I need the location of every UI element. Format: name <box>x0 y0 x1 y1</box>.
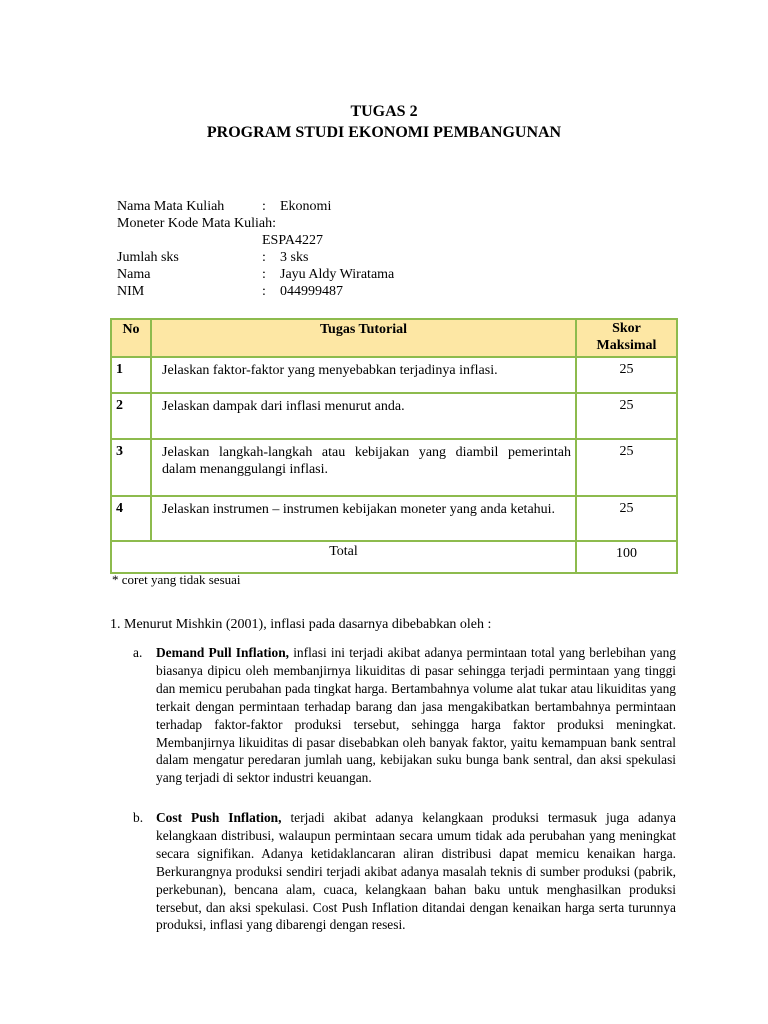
list-item-text <box>156 809 676 934</box>
list-item-text <box>156 644 676 787</box>
course-code-value: ESPA4227 <box>262 233 323 248</box>
course-code-label: Moneter Kode Mata Kuliah: <box>117 216 277 231</box>
nim-value: 044999487 <box>280 284 343 299</box>
nim-label: NIM <box>117 284 145 299</box>
table-row <box>111 393 677 439</box>
total-label: Total <box>111 541 576 573</box>
table-row <box>111 496 677 541</box>
term: Cost Push Inflation, <box>156 810 282 825</box>
student-name-value: Jayu Aldy Wiratama <box>280 267 395 282</box>
row-number: 4 <box>111 496 151 541</box>
row-score: 25 <box>576 496 677 541</box>
total-value: 100 <box>576 541 677 573</box>
row-task: Jelaskan dampak dari inflasi menurut anda. <box>151 393 576 439</box>
term: Demand Pull Inflation, <box>156 645 290 660</box>
table-row <box>111 439 677 496</box>
colon: : <box>262 250 266 265</box>
table-total-row <box>111 541 677 573</box>
answer-intro: 1. Menurut Mishkin (2001), inflasi pada dasarnya dibebabkan oleh : <box>110 617 492 632</box>
document-subtitle: PROGRAM STUDI EKONOMI PEMBANGUNAN <box>206 124 562 141</box>
description: terjadi akibat adanya kelangkaan produksi termasuk juga adanya kelangkaan distribusi, walaupun permintaan secara umum tidak ada perubahan yang meningkat secara signifikan. Adanya ketidaklancaran aliran distribusi dapat memicu kenaikan harga. Berkurangnya produksi sendiri terjadi akibat adanya masalah teknis di sumber produksi (pabrik, perkebunan), bencana alam, cuaca, kelangkaan bahan baku untuk menghasilkan produksi tersebut, dan aksi spekulasi. Cost Push Inflation ditandai dengan kenaikan harga serta turunnya produksi, inflasi yang dibarengi dengan resesi. <box>156 810 676 933</box>
course-name-value: Ekonomi <box>280 199 332 214</box>
header-no: No <box>111 319 151 357</box>
table-header-row <box>111 319 677 357</box>
description: inflasi ini terjadi akibat adanya permintaan total yang berlebihan yang biasanya dipicu oleh membanjirnya likuiditas di pasar sehingga terjadi permintaan yang tinggi dan memicu perubahan pada tingkat harga. Bertambahnya volume alat tukar atau likuiditas yang terkait dengan permintaan terhadap barang dan jasa mengakibatkan bertambahnya permintaan terhadap faktor-faktor produksi tersebut, sehingga harga faktor produksi meningkat. Membanjirnya likuiditas di pasar disebabkan oleh banyak faktor, yaitu kemampuan bank sentral dalam mengatur peredaran jumlah uang, kebijakan suku bunga bank sentral, dan aksi spekulasi yang terjadi di sektor industri keuangan. <box>156 645 676 786</box>
colon: : <box>262 199 266 214</box>
task-table <box>110 318 678 574</box>
list-marker: a. <box>133 645 143 660</box>
colon: : <box>262 284 266 299</box>
header-task: Tugas Tutorial <box>151 319 576 357</box>
table-row <box>111 357 677 393</box>
row-score: 25 <box>576 439 677 496</box>
footnote: * coret yang tidak sesuai <box>112 572 241 587</box>
row-task: Jelaskan faktor-faktor yang menyebabkan terjadinya inflasi. <box>151 357 576 393</box>
document-title: TUGAS 2 <box>350 103 418 120</box>
row-number: 2 <box>111 393 151 439</box>
row-score: 25 <box>576 357 677 393</box>
row-number: 1 <box>111 357 151 393</box>
row-number: 3 <box>111 439 151 496</box>
row-task: Jelaskan instrumen – instrumen kebijakan moneter yang anda ketahui. <box>151 496 576 541</box>
header-score: Skor Maksimal <box>576 319 677 357</box>
row-score: 25 <box>576 393 677 439</box>
course-name-label: Nama Mata Kuliah <box>117 199 225 214</box>
list-marker: b. <box>133 810 144 825</box>
sks-value: 3 sks <box>280 250 309 265</box>
student-name-label: Nama <box>117 267 151 282</box>
colon: : <box>262 267 266 282</box>
sks-label: Jumlah sks <box>117 250 179 265</box>
row-task: Jelaskan langkah-langkah atau kebijakan yang diambil pemerintah dalam menanggulangi inflasi. <box>151 439 576 496</box>
